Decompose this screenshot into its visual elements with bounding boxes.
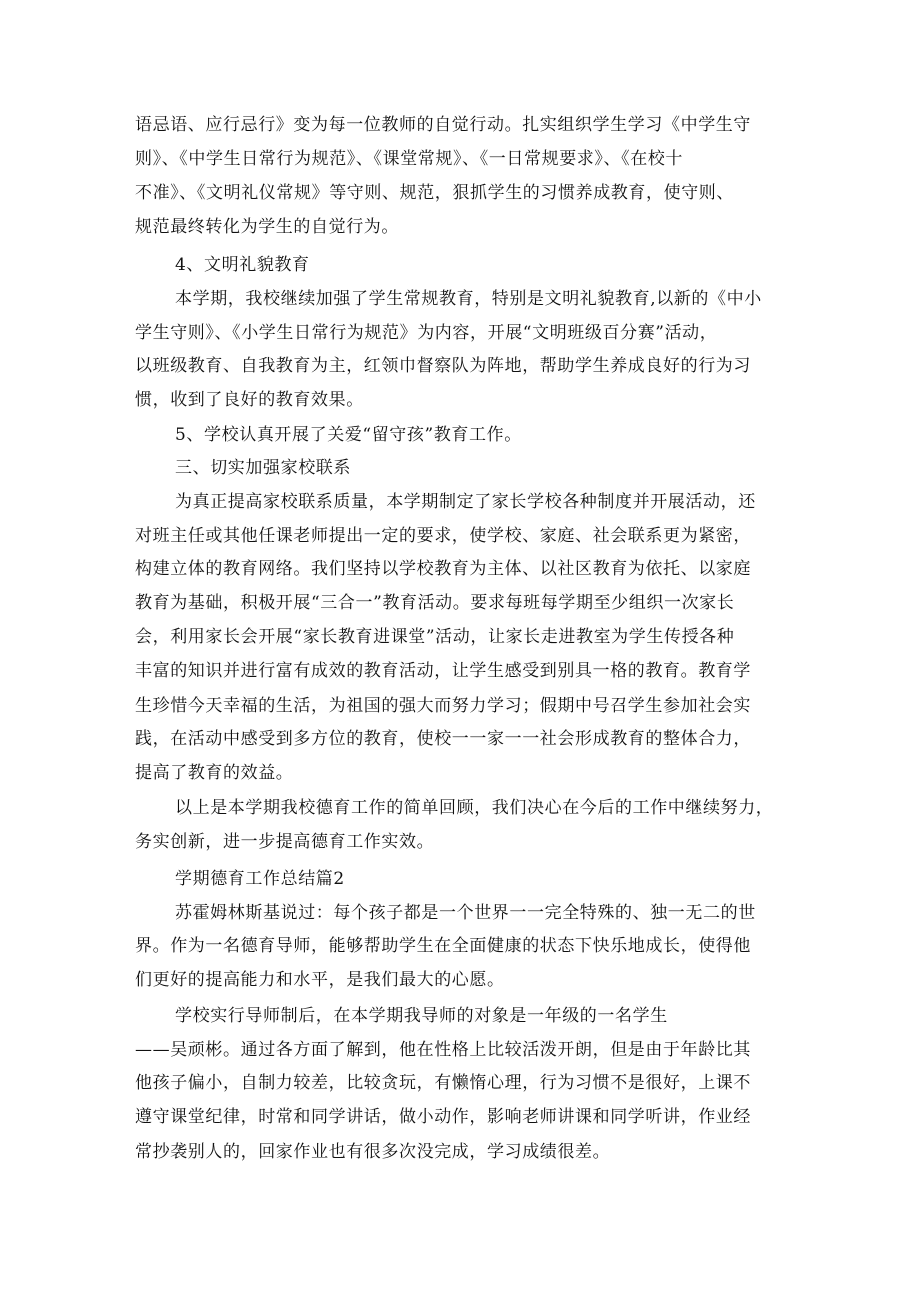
text-line: 遵守课堂纪律，时常和同学讲话，做小动作，影响老师讲课和同学听讲，作业经 (135, 1107, 751, 1127)
text-line: 教育为基础，积极开展“三合一”教育活动。要求每班每学期至少组织一次家长 (135, 593, 735, 613)
text-line: 对班主任或其他任课老师提出一定的要求，使学校、家庭、社会联系更为紧密， (135, 526, 751, 546)
text-line: 界。作为一名德育导师，能够帮助学生在全面健康的状态下快乐地成长，使得他 (135, 936, 751, 956)
text-line: 构建立体的教育网络。我们坚持以学校教育为主体、以社区教育为依托、以家庭 (135, 559, 751, 579)
text-line: 惯，收到了良好的教育效果。 (135, 390, 364, 410)
text-line: 不准》、《文明礼仪常规》等守则、规范，狠抓学生的习惯养成教育，使守则、 (135, 183, 734, 203)
text-line: 丰富的知识并进行富有成效的教育活动，让学生感受到别具一格的教育。教育学 (135, 661, 751, 681)
section-heading: 5、学校认真开展了关爱“留守孩”教育工作。 (175, 425, 522, 445)
paragraph-start: 学校实行导师制后，在本学期我导师的对象是一年级的一名学生 (175, 1006, 668, 1026)
article-title: 学期德育工作总结篇2 (175, 869, 345, 889)
text-line: 规范最终转化为学生的自觉行为。 (135, 217, 399, 237)
text-line: 学生守则》、《小学生日常行为规范》为内容，开展“文明班级百分赛”活动， (135, 323, 718, 343)
text-line: 则》、《中学生日常行为规范》、《课堂常规》、《一日常规要求》、《在校十 (135, 149, 683, 169)
text-line: 他孩子偏小，自制力较差，比较贪玩，有懒惰心理，行为习惯不是很好，上课不 (135, 1073, 751, 1093)
text-line: 践，在活动中感受到多方位的教育，使校一一家一一社会形成教育的整体合力， (135, 729, 751, 749)
text-line: 们更好的提高能力和水平，是我们最大的心愿。 (135, 970, 505, 990)
text-line: 语忌语、应行忌行》变为每一位教师的自觉行动。扎实组织学生学习《中学生守 (135, 115, 751, 135)
text-line: ——吴顽彬。通过各方面了解到，他在性格上比较活泼开朗，但是由于年龄比其 (135, 1040, 751, 1060)
text-line: 会，利用家长会开展“家长教育进课堂”活动，让家长走进教室为学生传授各种 (135, 627, 735, 647)
paragraph-start: 苏霍姆林斯基说过：每个孩子都是一个世界一一完全特殊的、独一无二的世 (175, 903, 756, 923)
text-line: 以班级教育、自我教育为主，红领巾督察队为阵地，帮助学生养成良好的行为习 (135, 356, 751, 376)
paragraph-start: 本学期，我校继续加强了学生常规教育，特别是文明礼貌教育,以新的《中小 (175, 289, 762, 309)
text-line: 务实创新，进一步提高德育工作实效。 (135, 832, 435, 852)
paragraph-start: 为真正提高家校联系质量，本学期制定了家长学校各种制度并开展活动，还 (175, 492, 756, 512)
text-line: 提高了教育的效益。 (135, 763, 294, 783)
text-line: 生珍惜今天幸福的生活，为祖国的强大而努力学习；假期中号召学生参加社会实 (135, 696, 751, 716)
paragraph-start: 以上是本学期我校德育工作的简单回顾，我们决心在今后的工作中继续努力， (175, 798, 774, 818)
text-line: 常抄袭别人的，回家作业也有很多次没完成，学习成绩很差。 (135, 1142, 611, 1162)
section-heading: 三、切实加强家校联系 (175, 458, 351, 478)
section-heading: 4、文明礼貌教育 (175, 255, 310, 275)
